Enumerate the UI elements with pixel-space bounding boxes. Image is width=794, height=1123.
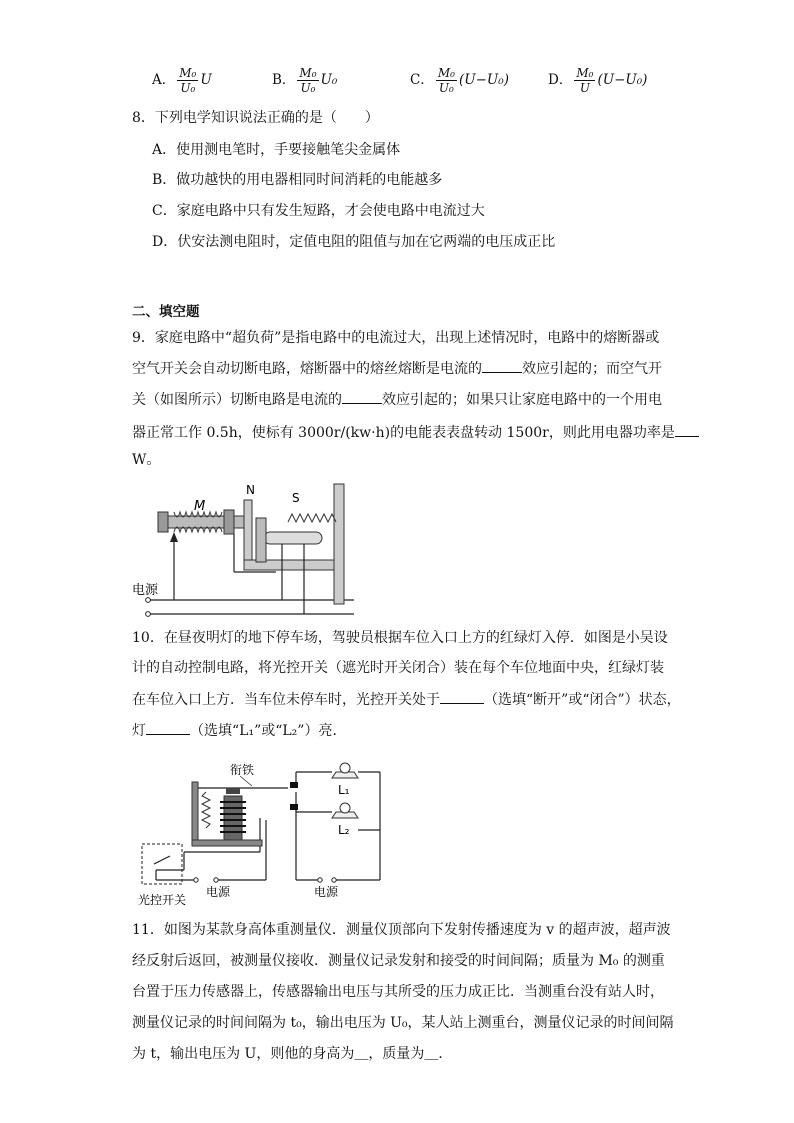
denominator: U₀ [180, 81, 196, 95]
light-switch-box [142, 844, 182, 884]
q8-option-b: B．做功越快的用电器相同时间消耗的电能越多 [152, 172, 443, 188]
terminal [146, 598, 151, 603]
switch-blade [154, 856, 170, 864]
text-segment: 关（如图所示）切断电路是电流的 [132, 392, 342, 408]
arrow-head [170, 532, 178, 542]
label-armature: 衔铁 [230, 763, 255, 777]
q10-line-3 [132, 689, 681, 710]
terminal [146, 612, 151, 617]
lamp-l1 [332, 763, 358, 778]
option-tail: (U−U₀) [458, 72, 509, 88]
q8-stem: 8．下列电学知识说法正确的是（ ） [132, 110, 379, 126]
label-power-source-2: 电源 [314, 885, 339, 899]
text-segment: （选填“断开”或“闭合”）状态， [484, 692, 681, 708]
q11-line-5: 为 t，输出电压为 U，则他的身高为＿，质量为＿． [132, 1046, 453, 1062]
text-segment: 器正常工作 0.5h，使标有 3000r/(kw·h)的电能表表盘转动 1500r，则此用电器功率是 [132, 425, 675, 441]
core-cap-right [224, 510, 234, 534]
text-segment: （选填“L₁”或“L₂”）亮． [190, 723, 347, 739]
denominator: U₀ [300, 81, 316, 95]
option-tail: U₀ [320, 72, 338, 88]
relay-circuit-figure [136, 752, 390, 908]
text-segment: 灯 [132, 723, 146, 739]
q11-line-4: 测量仪记录的时间间隔为 t₀，输出电压为 U₀，某人站上测重台，测量仪记录的时间间隔 [132, 1015, 674, 1031]
answer-blank [675, 422, 699, 437]
armature-post [244, 500, 252, 568]
q10-line-2: 计的自动控制电路，将光控开关（遮光时开关闭合）装在每个车位地面中央，红绿灯装 [132, 660, 664, 676]
supply-wires [150, 600, 354, 614]
text-segment: 在车位入口上方．当车位未停车时，光控开关处于 [132, 692, 440, 708]
numerator: M₀ [576, 66, 594, 80]
fraction [177, 66, 198, 95]
q9-line-1: 9．家庭电路中“超负荷”是指电路中的电流过大，出现上述情况时，电路中的熔断器或 [132, 330, 660, 346]
text-segment: 效应引起的；而空气开 [522, 361, 662, 377]
option-label: A． [152, 72, 176, 88]
answer-blank [440, 689, 484, 704]
fraction [436, 66, 457, 95]
q9-line-3 [132, 389, 662, 410]
armature [226, 788, 240, 794]
q9-line-5: W。 [132, 452, 161, 468]
fraction [574, 66, 595, 95]
q8-option-c: C．家庭电路中只有发生短路，才会使电路中电流过大 [152, 203, 485, 219]
section-title: 二、填空题 [132, 304, 200, 320]
option-tail: (U−U₀) [597, 72, 648, 88]
label-power-source-1: 电源 [206, 885, 231, 899]
q10-line-1: 10．在昼夜明灯的地下停车场，驾驶员根据车位入口上方的红绿灯入停．如图是小吴设 [132, 630, 668, 646]
label-s: S [292, 491, 300, 505]
q7-option-a [152, 66, 212, 95]
answer-blank [146, 720, 190, 735]
q7-option-d [548, 66, 647, 95]
numerator: M₀ [437, 66, 455, 80]
q11-line-1: 11．如图为某款身高体重测量仪．测量仪顶部向下发射传播速度为 v 的超声波，超声波 [132, 922, 671, 938]
terminal [214, 878, 218, 882]
terminal [194, 878, 198, 882]
q11-line-3: 台置于压力传感器上，传感器输出电压与其所受的压力成正比．当测重台没有站人时， [132, 984, 664, 1000]
label-m: M [194, 499, 206, 514]
terminal [318, 878, 322, 882]
q8-option-a: A．使用测电笔时，手要接触笔尖金属体 [152, 142, 401, 158]
option-label: B． [272, 72, 296, 88]
numerator: M₀ [179, 66, 197, 80]
upper-contact [290, 782, 298, 788]
q7-option-c [410, 66, 509, 95]
option-tail: U [200, 72, 212, 88]
right-post [334, 484, 344, 604]
text-segment: 效应引起的；如果只让家庭电路中的一个用电 [382, 392, 662, 408]
q10-line-4 [132, 720, 346, 741]
terminal [332, 878, 336, 882]
q9-line-2 [132, 358, 662, 379]
leader-line [240, 776, 252, 786]
q8-option-d: D．伏安法测电阻时，定值电阻的阻值与加在它两端的电压成正比 [152, 234, 556, 250]
core-cap-left [158, 512, 168, 532]
answer-blank [342, 389, 382, 404]
answer-blank [482, 358, 522, 373]
label-power-source: 电源 [132, 583, 159, 598]
denominator: U₀ [438, 81, 454, 95]
q11-line-2: 经反射后返回，被测量仪接收．测量仪记录发射和接受的时间间隔；质量为 M₀ 的测重 [132, 953, 665, 969]
latch-bar [264, 532, 322, 544]
relay-post [192, 782, 198, 842]
text-segment: 空气开关会自动切断电路，熔断器中的熔丝熔断是电流的 [132, 361, 482, 377]
numerator: M₀ [299, 66, 317, 80]
q7-option-b [272, 66, 337, 95]
air-switch-figure [128, 478, 364, 620]
label-n: N [246, 483, 255, 497]
latch-left [256, 518, 266, 562]
q9-line-4 [132, 422, 699, 443]
relay-spring [202, 792, 210, 828]
fraction [297, 66, 318, 95]
label-l1: L₁ [338, 783, 350, 797]
option-label: D． [548, 72, 573, 88]
spring [288, 514, 336, 522]
option-label: C． [410, 72, 434, 88]
label-l2: L₂ [338, 823, 350, 837]
relay-base [192, 840, 262, 846]
lamp-l2 [332, 803, 358, 818]
lower-contact [290, 804, 298, 810]
denominator: U [579, 81, 590, 95]
label-light-switch: 光控开关 [138, 893, 187, 907]
